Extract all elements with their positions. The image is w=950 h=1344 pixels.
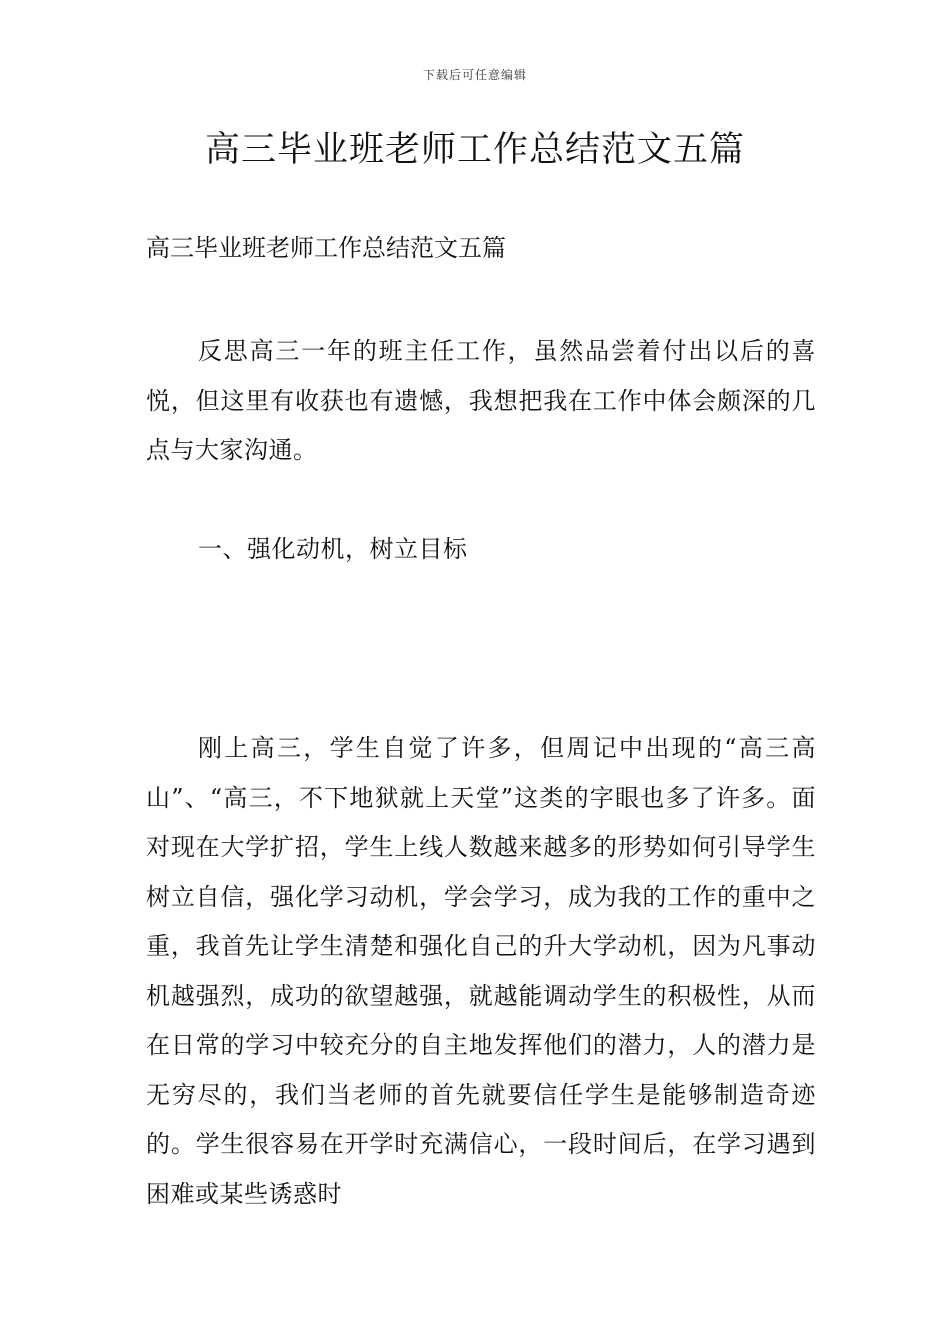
- header-note: 下载后可任意编辑: [422, 68, 527, 82]
- paragraph-intro: 反思高三一年的班主任工作，虽然品尝着付出以后的喜悦，但这里有收获也有遗憾，我想把我在工作中体会颇深的几点与大家沟通。: [146, 337, 816, 464]
- paragraph-body: 刚上高三，学生自觉了许多，但周记中出现的“高三高山”、“高三，不下地狱就上天堂”这类的字眼也多了许多。面对现在大学扩招，学生上线人数越来越多的形势如何引导学生树立自信，强化学习动机，学会学习，成为我的工作的重中之重，我首先让学生清楚和强化自己的升大学动机，因为凡事动机越强烈，成功的欲望越强，就越能调动学生的积极性，从而在日常的学习中较充分的自主地发挥他们的潜力，人的潜力是无穷尽的，我们当老师的首先就要信任学生是能够制造奇迹的。学生很容易在开学时充满信心，一段时间后，在学习遇到困难或某些诱惑时: [146, 734, 816, 1208]
- document-subtitle: 高三毕业班老师工作总结范文五篇: [146, 234, 506, 262]
- section-heading: 一、强化动机，树立目标: [198, 535, 468, 563]
- document-title: 高三毕业班老师工作总结范文五篇: [204, 130, 745, 170]
